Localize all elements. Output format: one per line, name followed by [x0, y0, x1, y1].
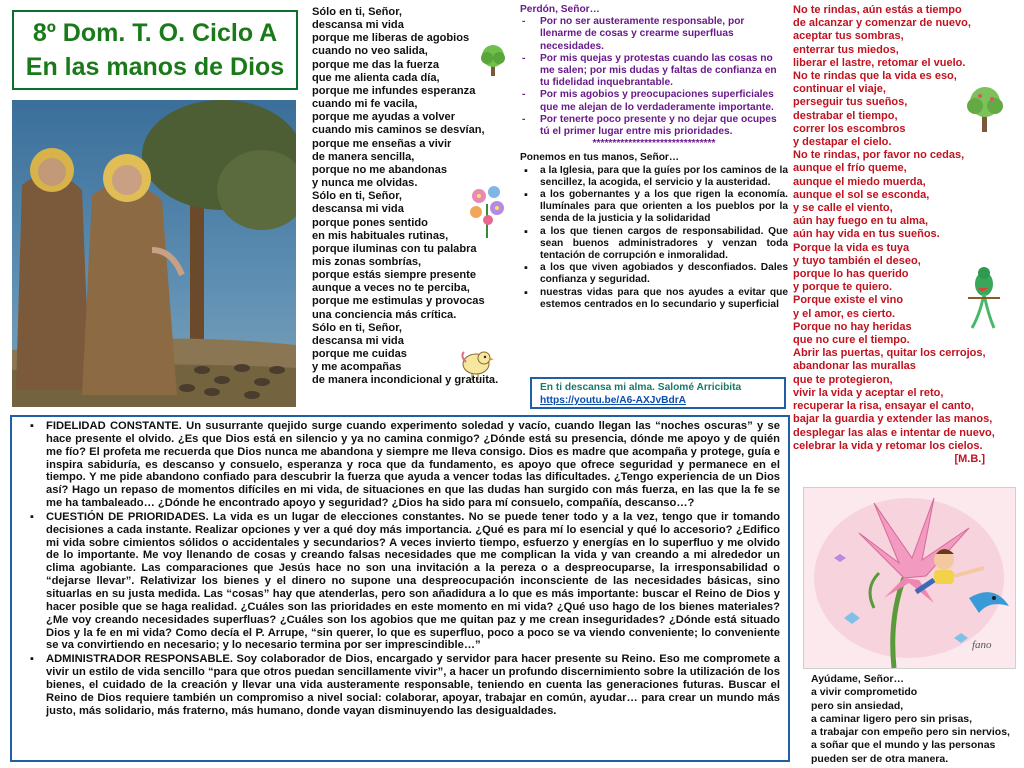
poem-line: pero sin ansiedad,	[811, 699, 904, 712]
right-poem-lines	[793, 4, 1015, 453]
poem-line: porque iluminas con tu palabra	[312, 242, 477, 255]
poem-line: porque estás siempre presente	[312, 269, 477, 282]
poem-line: mis zonas sombrías,	[312, 255, 422, 268]
poem-line: Porque no hay heridas	[793, 320, 912, 333]
reflection-fidelidad: ▪ FIDELIDAD CONSTANTE. Un susurrante quejido surge cuando experimento soledad y vacío, cuando llegan las “noches oscuras” y se hace presente el olvido. ¿Es que Dios está en silencio y ya no camina conmigo? ¿Dónde está su presencia, dónde me apoyo y de quién me fío? El profeta me recuerda que Dios nunca me abandona y siempre me lleva consigo. Dios es madre que acompaña y protege, guía e inspira sabiduría, es descanso y consuelo, esperanza y roca que da fundamento, es apoyo que ofrece seguridad y permanece en el tiempo. Y me pide abandono confiado para descubrir la fuerza que ayuda a vencer todas las dificultades. ¿Tengo experiencia de un Dios así? Hago un repaso de momentos difíciles en mi vida, de situaciones en que las dudas han surgido con más fuerza, en las que la fe se me ha tambaleado… ¿Dónde he encontrado apoyo y seguridad? ¿Dios ha sido para mí consuelo, compañía, descanso…?	[20, 420, 780, 510]
poem-line: recuperar la risa, ensayar el canto,	[793, 400, 974, 413]
poem-line: y me acompañas	[312, 361, 402, 374]
poem-line: desplegar las alas e intentar de nuevo,	[793, 426, 995, 439]
poem-line: continuar el viaje,	[793, 83, 886, 96]
poem-line: porque me ayudas a volver	[312, 111, 456, 124]
saint-preaching-painting	[12, 100, 296, 407]
poem-line: liberar el lastre, retomar el vuelo.	[793, 56, 966, 69]
poem-line: a caminar ligero pero sin prisas,	[811, 712, 973, 725]
poem-line: y el amor, es cierto.	[793, 307, 896, 320]
poem-line: aunque a veces no te perciba,	[312, 282, 470, 295]
poem-line: descansa mi vida	[312, 334, 404, 347]
poem-line: y tuyo también el deseo,	[793, 254, 921, 267]
child-on-lily-illustration	[803, 487, 1016, 669]
reflection-list	[20, 420, 780, 717]
poem-line: cuando mi fe vacila,	[312, 98, 418, 111]
poem-line: No te rindas, aún estás a tiempo	[793, 4, 962, 16]
list-item: - Por no ser austeramente responsable, por llenarme de cosas y crearme superfluas necesidades.	[520, 16, 788, 53]
poem-line: cuando no veo salida,	[312, 45, 428, 58]
page-title-line2: En las manos de Dios	[25, 53, 285, 81]
ponemos-list	[520, 165, 788, 311]
poem-line: aún hay vida en tus sueños.	[793, 228, 940, 241]
poem-line: porque lo has querido	[793, 268, 909, 281]
painting-svg	[12, 100, 296, 407]
poem-line: y se calle el viento,	[793, 202, 893, 215]
poem-line: aunque el miedo muerda,	[793, 175, 926, 188]
list-item: ▪ nuestras vidas para que nos ayudes a evitar que estemos centrados en lo secundario y superficial	[520, 287, 788, 311]
reflection-administrador: ▪ ADMINISTRADOR RESPONSABLE. Soy colaborador de Dios, encargado y servidor para hacer presente su Reino. Eso me compromete a vivir un estilo de vida sencillo “para que otros puedan sencillamente vivir”, a hacer un profundo discernimiento sobre la utilización de los bienes, el cuidado de la creación y llevar una vida austeramente responsable, teniendo en cuenta las generaciones futuras. Buscar el Reino de Dios requiere también un compromiso a nivel social: colaborar, apoyar, trabajar en común, ayudar… para crear un mundo más justo, más solidario, más fraterno, más humano, donde vayan disminuyendo las desigualdades.	[20, 653, 780, 717]
poem-line: una conciencia más crítica.	[312, 308, 457, 321]
poem-line: celebrar la vida y retomar los cielos.	[793, 439, 983, 452]
poem-line: aunque el frío queme,	[793, 162, 907, 175]
poem-line: Abrir las puertas, quitar los cerrojos,	[793, 347, 986, 360]
list-item: ▪ a la Iglesia, para que la guíes por los caminos de la sencillez, la acogida, el servicio y la austeridad.	[520, 165, 788, 189]
poem-line: porque me estimulas y provocas	[312, 295, 485, 308]
poem-line: vivir la vida y aceptar el reto,	[793, 386, 944, 399]
poem-line: porque me das la fuerza	[312, 58, 439, 71]
poem-line: porque me infundes esperanza	[312, 84, 476, 97]
list-item: ▪ a los gobernantes y a los que rigen la economía. Ilumínales para que orienten a los pueblos por la senda de la justicia y la solidaridad	[520, 189, 788, 226]
svg-text:fano: fano	[972, 639, 992, 651]
poem-line: porque me enseñas a vivir	[312, 137, 452, 150]
poem-line: Sólo en ti, Señor,	[312, 321, 402, 334]
poem-line: porque me liberas de agobios	[312, 32, 470, 45]
poem-line: y nunca me olvidas.	[312, 177, 418, 190]
poem-line: abandonar las murallas	[793, 360, 916, 373]
poem-line: perseguir tus sueños,	[793, 96, 908, 109]
poem-line: No te rindas, por favor no cedas,	[793, 149, 965, 162]
poem-line: que me alienta cada día,	[312, 71, 440, 84]
poem-line: Porque la vida es tuya	[793, 241, 910, 254]
list-item: - Por mis agobios y preocupaciones superficiales que me alejan de lo verdaderamente importante.	[520, 89, 788, 113]
title-box	[12, 10, 298, 90]
poem-line: y destapar el cielo.	[793, 136, 892, 149]
perdon-heading: Perdón, Señor…	[520, 4, 600, 15]
poem-line: y porque te quiero.	[793, 281, 893, 294]
poem-line: correr los escombros	[793, 122, 906, 135]
prayers-column	[520, 4, 788, 311]
poem-line: Porque existe el vino	[793, 294, 904, 307]
poem-line: descansa mi vida	[312, 203, 404, 216]
poem-line: de manera sencilla,	[312, 150, 415, 163]
list-item: - Por tenerte poco presente y no dejar que ocupes tú el primer lugar entre mis prioridades.	[520, 114, 788, 138]
poem-line: enterrar tus miedos,	[793, 43, 899, 56]
poem-line: de manera incondicional y gratuita.	[312, 374, 499, 387]
poem-line: porque pones sentido	[312, 216, 428, 229]
poem-line: No te rindas que la vida es eso,	[793, 70, 957, 83]
poem-line: aunque el sol se esconda,	[793, 188, 930, 201]
video-box	[530, 377, 786, 409]
poem-line: porque no me abandonas	[312, 163, 447, 176]
poem-line: bajar la guardia y extender las manos,	[793, 413, 993, 426]
list-item: ▪ a los que viven agobiados y desconfiados. Dales confianza y seguridad.	[520, 262, 788, 286]
poem-line: aceptar tus sombras,	[793, 30, 904, 43]
perdon-list	[520, 16, 788, 138]
poem-line: cuando mis caminos se desvían,	[312, 124, 485, 137]
video-title: En ti descansa mi alma. Salomé Arricibita	[540, 382, 742, 393]
list-item: - Por mis quejas y protestas cuando las cosas no me salen; por mis dudas y faltas de confianza en tu fidelidad inquebrantable.	[520, 53, 788, 90]
bird-icon	[456, 342, 496, 382]
separator-stars: *******************************	[592, 138, 716, 150]
tree-icon	[478, 44, 508, 78]
video-link[interactable]: https://youtu.be/A6-AXJvBdrA	[540, 395, 687, 406]
poem-line: en mis habituales rutinas,	[312, 229, 449, 242]
flowers-icon	[464, 182, 510, 238]
poem-line: Sólo en ti, Señor,	[312, 6, 402, 18]
poem-line: a vivir comprometido	[811, 686, 918, 699]
poem-line: descansa mi vida	[312, 19, 404, 32]
poem-no-te-rindas	[793, 4, 1015, 466]
poem-line: Sólo en ti, Señor,	[312, 190, 402, 203]
poem-line: destrabar el tiempo,	[793, 109, 898, 122]
poem-line: Ayúdame, Señor…	[811, 673, 904, 685]
poem-line: que no cure el tiempo.	[793, 334, 910, 347]
ponemos-heading: Ponemos en tus manos, Señor…	[520, 152, 680, 164]
reflection-box	[10, 415, 790, 762]
poem-line: pueden ser de otra manera.	[811, 752, 949, 765]
poem-line: aún hay fuego en tu alma,	[793, 215, 929, 228]
poem-line: porque me cuidas	[312, 348, 407, 361]
page-title-line1: 8º Dom. T. O. Ciclo A	[32, 19, 278, 47]
poem-signature: [M.B.]	[954, 452, 985, 465]
poem-line: a trabajar con empeño pero sin nervios,	[811, 726, 1010, 739]
poem-line: a soñar que el mundo y las personas	[811, 739, 996, 752]
list-item: ▪ a los que tienen cargos de responsabilidad. Que sean buenos administradores y venzan toda tentación de corrupción e inmoralidad.	[520, 226, 788, 263]
poem-ayudame	[811, 673, 1021, 766]
reflection-prioridades: ▪ CUESTIÓN DE PRIORIDADES. La vida es un lugar de elecciones constantes. No se puede tener todo y a la vez, tengo que ir tomando decisiones a cada instante. Realizar opciones y ver a qué doy más importancia. ¿Qué es para mí lo esencial y qué lo accesorio? ¿Edifico mi vida sobre cimientos sólidos o accidentales y secundarios? A veces invierto tiempo, esfuerzo y energías en lo superfluo y me olvido de lo importante. Me voy llenando de cosas y creando falsas necesidades que me complican la vida y van creando a mi alrededor un clima agobiante. Las comparaciones que Jesús hace no son una invitación a la pereza o a despreocuparse, la irresponsabilidad o “dejarse llevar”. Relativizar los bienes y el dinero no supone una despreocupación inconsciente de las necesidades básicas, sino situarlas en su justa medida. Las “cosas” hay que atenderlas, pero son añadidura a lo que es más importante: buscar el Reino de Dios y hacer posible que se haga realidad. ¿Cuáles son las prioridades en este momento en mi vida? ¿Qué uso hago de los bienes materiales? ¿Me voy creando necesidades superfluas? ¿Cuáles son los agobios que me quitan paz y me crean inseguridades? ¿Dónde está situado Dios y la fe en mi vida? Como decía el P. Arrupe, “sin querer, lo que es superfluo, poco a poco se va viendo conveniente; lo conveniente se va convirtiendo en necesario; y lo necesario termina por ser imprescindible…”	[20, 511, 780, 652]
poem-line: que te protegieron,	[793, 373, 893, 386]
poem-line: de alcanzar y comenzar de nuevo,	[793, 17, 971, 30]
